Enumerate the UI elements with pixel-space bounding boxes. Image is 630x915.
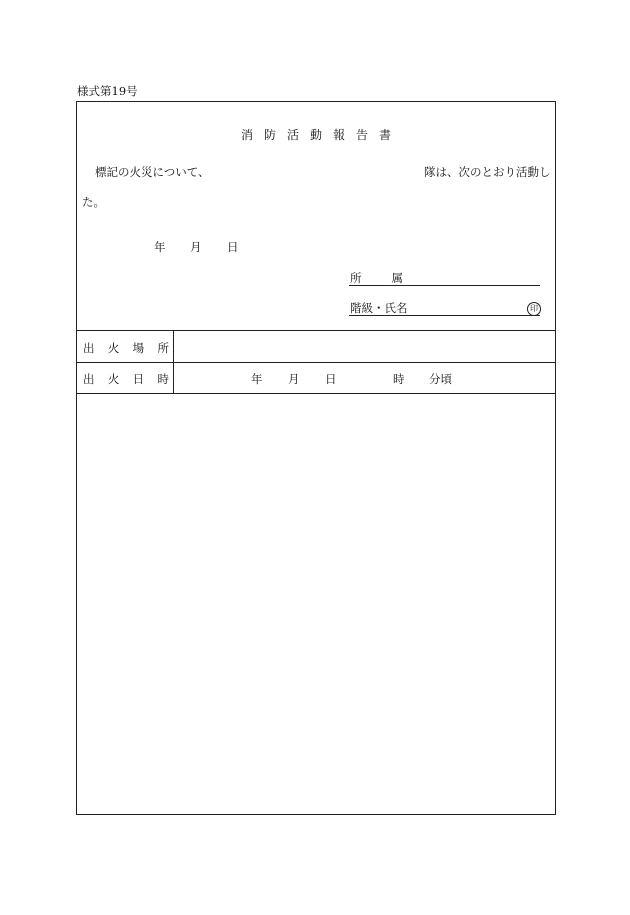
affiliation-label-part2: 属 (391, 271, 403, 285)
fire-datetime-label: 出火日時 (83, 372, 169, 386)
fire-date-hour: 時 (393, 372, 405, 386)
form-number: 様式第19号 (77, 84, 138, 98)
table-column-divider (173, 330, 174, 393)
fire-date-year: 年 (251, 372, 263, 386)
fire-date-day: 日 (325, 372, 337, 386)
report-form (76, 101, 556, 815)
rank-name-field-line[interactable] (349, 315, 540, 316)
body-text-unit: 隊は、次のとおり活動し (424, 165, 551, 179)
report-date-month: 月 (190, 240, 202, 254)
report-date-year: 年 (154, 240, 166, 254)
table-row-divider (77, 362, 555, 363)
affiliation-label (350, 270, 403, 286)
fire-date-minute: 分頃 (429, 372, 452, 386)
table-bottom-border (77, 393, 555, 394)
affiliation-label-part1: 所 (350, 271, 362, 285)
form-title: 消防活動報告書 (240, 128, 402, 142)
body-text-intro: 標記の火災について、 (95, 165, 210, 179)
fire-date-month: 月 (288, 372, 300, 386)
table-top-border (77, 330, 555, 331)
report-date-day: 日 (227, 240, 239, 254)
body-text-end: た。 (82, 195, 105, 209)
fire-place-label: 出火場所 (83, 341, 169, 355)
affiliation-field-line[interactable] (349, 285, 540, 286)
rank-name-label: 階級・氏名 (350, 301, 408, 315)
seal-mark: 印 (527, 302, 541, 316)
